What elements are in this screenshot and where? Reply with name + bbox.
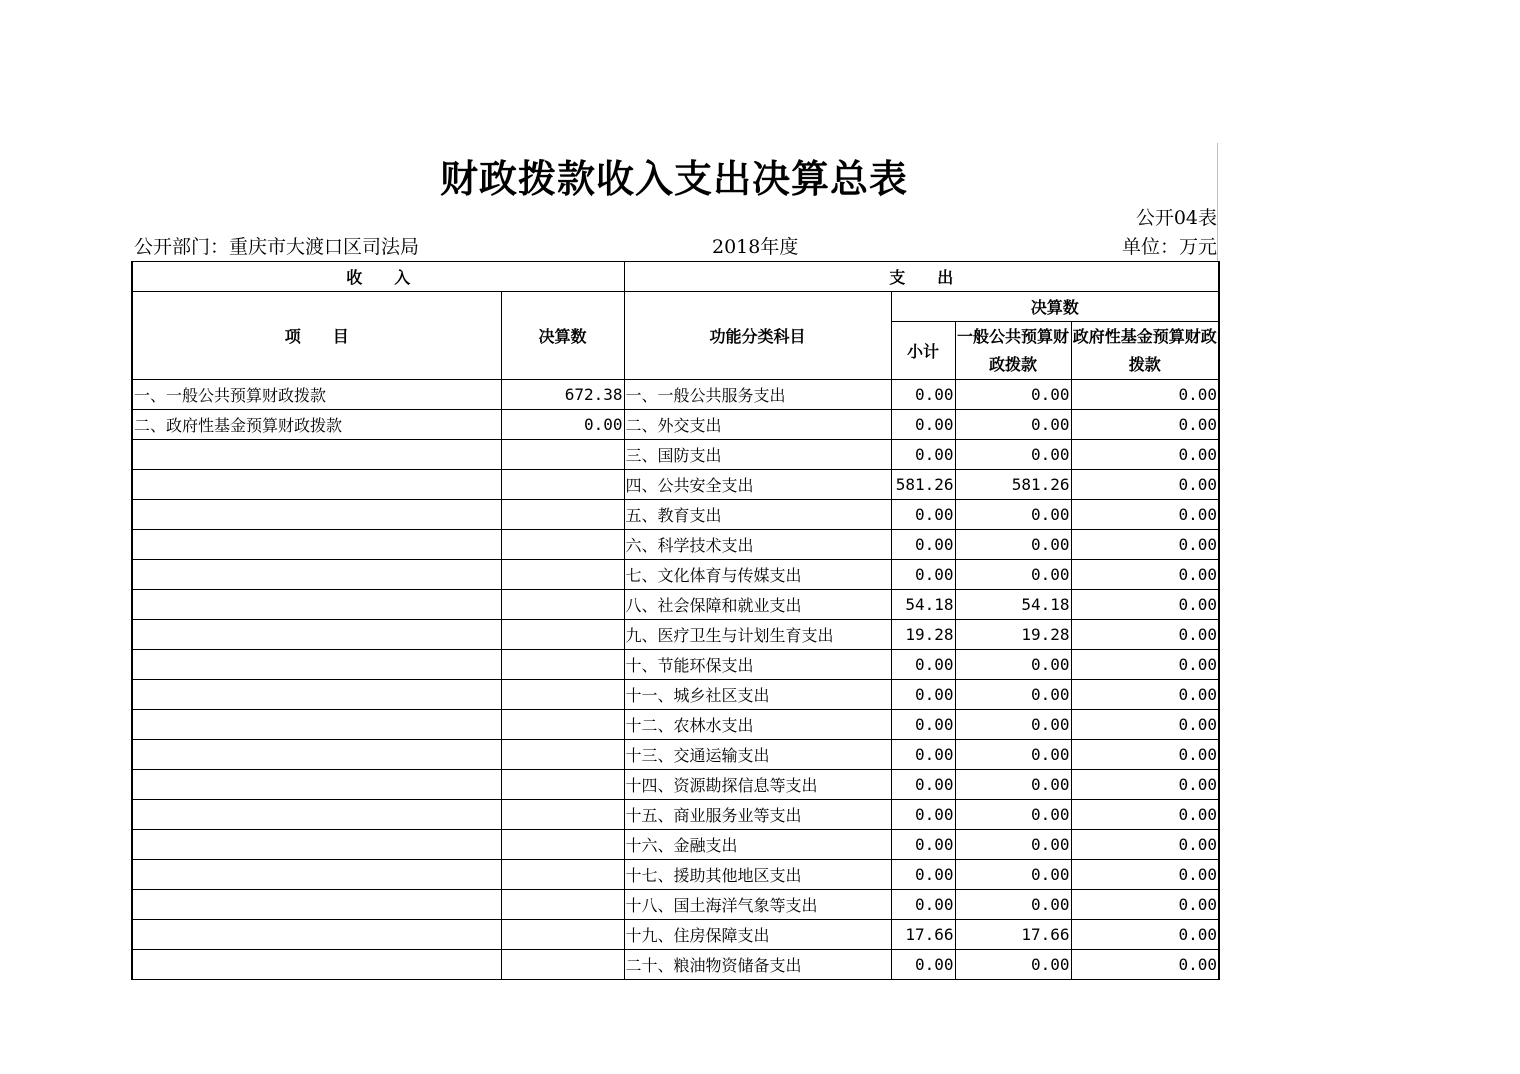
subtotal-cell: 0.00: [891, 800, 955, 830]
table-row: [132, 920, 1219, 950]
subtotal-cell: 0.00: [891, 410, 955, 440]
gov-fund-cell: 0.00: [1071, 470, 1219, 500]
expense-header: 支 出: [624, 262, 1219, 292]
general-budget-header: 一般公共预算财政拨款: [955, 322, 1071, 380]
income-item-cell: [132, 770, 501, 800]
income-amount-cell: [501, 530, 624, 560]
income-item-cell: [132, 530, 501, 560]
budget-table: [131, 261, 1220, 980]
general-budget-cell: 0.00: [955, 800, 1071, 830]
expense-item-cell: 六、科学技术支出: [624, 530, 891, 560]
fiscal-year: 2018年度: [712, 236, 799, 258]
income-amount-cell: [501, 680, 624, 710]
table-row: [132, 740, 1219, 770]
income-item-cell: [132, 650, 501, 680]
subtotal-cell: 0.00: [891, 440, 955, 470]
item-header: 项 目: [132, 292, 501, 380]
gov-fund-cell: 0.00: [1071, 410, 1219, 440]
general-budget-cell: 0.00: [955, 740, 1071, 770]
expense-item-cell: 二、外交支出: [624, 410, 891, 440]
gov-fund-cell: 0.00: [1071, 800, 1219, 830]
table-row: [132, 620, 1219, 650]
income-amount-cell: 0.00: [501, 410, 624, 440]
general-budget-cell: 0.00: [955, 830, 1071, 860]
general-budget-cell: 0.00: [955, 890, 1071, 920]
general-budget-cell: 0.00: [955, 530, 1071, 560]
general-budget-cell: 0.00: [955, 410, 1071, 440]
general-budget-cell: 581.26: [955, 470, 1071, 500]
subtotal-cell: 0.00: [891, 380, 955, 410]
gov-fund-cell: 0.00: [1071, 560, 1219, 590]
expense-item-cell: 十二、农林水支出: [624, 710, 891, 740]
gov-fund-cell: 0.00: [1071, 860, 1219, 890]
table-row: [132, 500, 1219, 530]
subtotal-cell: 0.00: [891, 860, 955, 890]
gov-fund-cell: 0.00: [1071, 950, 1219, 980]
expense-item-cell: 十三、交通运输支出: [624, 740, 891, 770]
final-amount-header: 决算数: [891, 292, 1219, 322]
table-row: [132, 860, 1219, 890]
table-row: [132, 560, 1219, 590]
general-budget-cell: 0.00: [955, 500, 1071, 530]
expense-item-cell: 九、医疗卫生与计划生育支出: [624, 620, 891, 650]
table-row: [132, 590, 1219, 620]
expense-item-cell: 十五、商业服务业等支出: [624, 800, 891, 830]
gov-fund-cell: 0.00: [1071, 680, 1219, 710]
income-amount-cell: [501, 620, 624, 650]
general-budget-cell: 0.00: [955, 710, 1071, 740]
general-budget-cell: 0.00: [955, 380, 1071, 410]
table-number: 公开04表: [1135, 207, 1217, 229]
income-amount-cell: [501, 800, 624, 830]
gov-fund-cell: 0.00: [1071, 530, 1219, 560]
income-header: 收 入: [132, 262, 624, 292]
income-item-cell: [132, 470, 501, 500]
general-budget-cell: 0.00: [955, 950, 1071, 980]
subtotal-cell: 581.26: [891, 470, 955, 500]
income-item-cell: [132, 440, 501, 470]
gov-fund-header: 政府性基金预算财政拨款: [1071, 322, 1219, 380]
general-budget-cell: 0.00: [955, 860, 1071, 890]
gov-fund-cell: 0.00: [1071, 650, 1219, 680]
subtotal-cell: 19.28: [891, 620, 955, 650]
page-title: 财政拨款收入支出决算总表: [439, 157, 908, 201]
income-amount-cell: [501, 560, 624, 590]
general-budget-cell: 17.66: [955, 920, 1071, 950]
general-budget-cell: 0.00: [955, 440, 1071, 470]
gov-fund-cell: 0.00: [1071, 500, 1219, 530]
table-row: [132, 440, 1219, 470]
gov-fund-cell: 0.00: [1071, 440, 1219, 470]
income-amount-cell: [501, 650, 624, 680]
income-item-cell: 二、政府性基金预算财政拨款: [132, 410, 501, 440]
subtotal-cell: 0.00: [891, 530, 955, 560]
expense-item-cell: 十七、援助其他地区支出: [624, 860, 891, 890]
expense-item-cell: 十一、城乡社区支出: [624, 680, 891, 710]
income-item-cell: [132, 590, 501, 620]
income-item-cell: [132, 860, 501, 890]
income-item-cell: [132, 920, 501, 950]
unit-label: 单位：万元: [1121, 236, 1217, 258]
subtotal-cell: 0.00: [891, 830, 955, 860]
table-row: [132, 800, 1219, 830]
subtotal-cell: 0.00: [891, 680, 955, 710]
expense-item-cell: 十九、住房保障支出: [624, 920, 891, 950]
general-budget-cell: 0.00: [955, 560, 1071, 590]
header-row-1: [132, 262, 1219, 292]
table-row: [132, 380, 1219, 410]
subtotal-cell: 0.00: [891, 950, 955, 980]
sheet-border-line: [1217, 143, 1218, 261]
subtotal-cell: 54.18: [891, 590, 955, 620]
income-amount-cell: [501, 710, 624, 740]
income-amount-cell: [501, 740, 624, 770]
income-amount-cell: [501, 890, 624, 920]
expense-item-cell: 一、一般公共服务支出: [624, 380, 891, 410]
income-amount-cell: [501, 950, 624, 980]
subtotal-cell: 0.00: [891, 770, 955, 800]
income-amount-cell: [501, 470, 624, 500]
gov-fund-cell: 0.00: [1071, 920, 1219, 950]
income-amount-cell: [501, 830, 624, 860]
general-budget-cell: 0.00: [955, 770, 1071, 800]
income-amount-cell: [501, 590, 624, 620]
general-budget-cell: 0.00: [955, 650, 1071, 680]
subtotal-cell: 0.00: [891, 650, 955, 680]
subtotal-cell: 0.00: [891, 500, 955, 530]
income-item-cell: [132, 710, 501, 740]
expense-item-cell: 十六、金融支出: [624, 830, 891, 860]
expense-item-cell: 五、教育支出: [624, 500, 891, 530]
income-item-cell: [132, 890, 501, 920]
income-item-cell: 一、一般公共预算财政拨款: [132, 380, 501, 410]
income-item-cell: [132, 950, 501, 980]
expense-item-cell: 七、文化体育与传媒支出: [624, 560, 891, 590]
table-row: [132, 770, 1219, 800]
table-row: [132, 650, 1219, 680]
income-item-cell: [132, 800, 501, 830]
income-amount-cell: [501, 770, 624, 800]
subtotal-cell: 0.00: [891, 710, 955, 740]
expense-item-cell: 十、节能环保支出: [624, 650, 891, 680]
gov-fund-cell: 0.00: [1071, 770, 1219, 800]
header-row-2: [132, 292, 1219, 322]
expense-item-cell: 八、社会保障和就业支出: [624, 590, 891, 620]
subtotal-cell: 0.00: [891, 740, 955, 770]
subtotal-cell: 0.00: [891, 890, 955, 920]
table-row: [132, 410, 1219, 440]
table-row: [132, 680, 1219, 710]
income-amount-cell: [501, 440, 624, 470]
table-row: [132, 950, 1219, 980]
income-amount-cell: 672.38: [501, 380, 624, 410]
income-amount-cell: [501, 500, 624, 530]
income-item-cell: [132, 560, 501, 590]
income-item-cell: [132, 740, 501, 770]
gov-fund-cell: 0.00: [1071, 710, 1219, 740]
income-amount-cell: [501, 860, 624, 890]
gov-fund-cell: 0.00: [1071, 740, 1219, 770]
table-row: [132, 830, 1219, 860]
table-row: [132, 710, 1219, 740]
general-budget-cell: 0.00: [955, 680, 1071, 710]
table-row: [132, 530, 1219, 560]
table-row: [132, 470, 1219, 500]
subtotal-header: 小计: [891, 322, 955, 380]
subtotal-cell: 0.00: [891, 560, 955, 590]
income-item-cell: [132, 620, 501, 650]
expense-item-cell: 四、公共安全支出: [624, 470, 891, 500]
general-budget-cell: 19.28: [955, 620, 1071, 650]
gov-fund-cell: 0.00: [1071, 590, 1219, 620]
table-row: [132, 890, 1219, 920]
general-budget-cell: 54.18: [955, 590, 1071, 620]
income-item-cell: [132, 680, 501, 710]
income-amount-cell: [501, 920, 624, 950]
gov-fund-cell: 0.00: [1071, 380, 1219, 410]
expense-item-cell: 十四、资源勘探信息等支出: [624, 770, 891, 800]
gov-fund-cell: 0.00: [1071, 830, 1219, 860]
income-item-cell: [132, 830, 501, 860]
gov-fund-cell: 0.00: [1071, 890, 1219, 920]
function-class-header: 功能分类科目: [624, 292, 891, 380]
expense-item-cell: 二十、粮油物资储备支出: [624, 950, 891, 980]
subtotal-cell: 17.66: [891, 920, 955, 950]
expense-item-cell: 三、国防支出: [624, 440, 891, 470]
expense-item-cell: 十八、国土海洋气象等支出: [624, 890, 891, 920]
amount-header: 决算数: [501, 292, 624, 380]
gov-fund-cell: 0.00: [1071, 620, 1219, 650]
department-label: 公开部门：重庆市大渡口区司法局: [134, 236, 420, 258]
income-item-cell: [132, 500, 501, 530]
